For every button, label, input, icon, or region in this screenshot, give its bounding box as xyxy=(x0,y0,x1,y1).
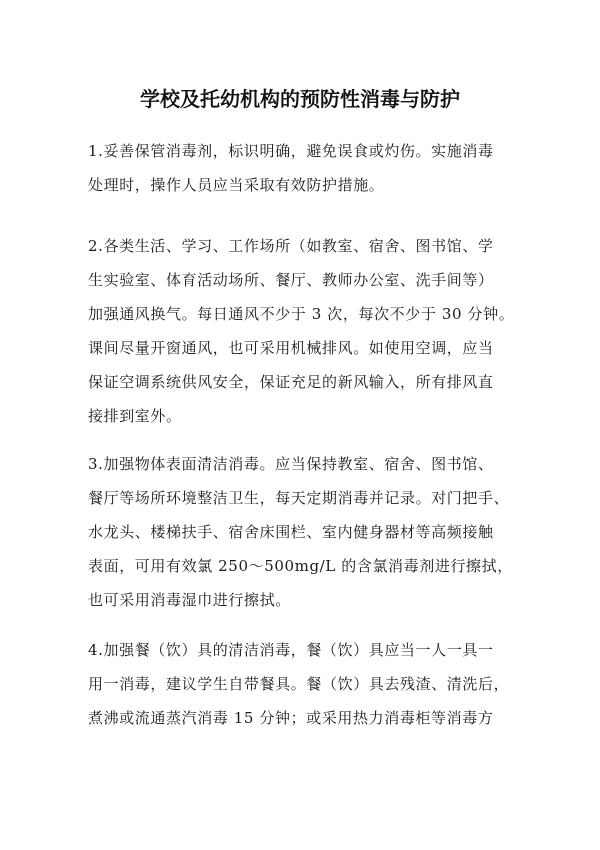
paragraph-2 xyxy=(88,229,514,433)
document-title: 学校及托幼机构的预防性消毒与防护 xyxy=(140,87,460,111)
paragraph-line: 保证空调系统供风安全，保证充足的新风输入，所有排风直 xyxy=(88,373,494,391)
paragraph-4 xyxy=(88,633,509,735)
paragraph-line: 接排到室外。 xyxy=(88,407,182,425)
paragraph-line: 1.妥善保管消毒剂，标识明确，避免误食或灼伤。实施消毒 xyxy=(88,142,494,160)
paragraph-line: 课间尽量开窗通风，也可采用机械排风。如使用空调，应当 xyxy=(88,339,494,357)
paragraph-line: 处理时，操作人员应当采取有效防护措施。 xyxy=(88,176,385,194)
paragraph-line: 加强通风换气。每日通风不少于 3 次，每次不少于 30 分钟。 xyxy=(88,305,515,323)
paragraph-1 xyxy=(88,134,494,202)
paragraph-line: 生实验室、体育活动场所、餐厅、教师办公室、洗手间等） xyxy=(88,271,494,289)
paragraph-line: 水龙头、楼梯扶手、宿舍床围栏、室内健身器材等高频接触 xyxy=(88,523,494,541)
paragraph-line: 4.加强餐（饮）具的清洁消毒，餐（饮）具应当一人一具一 xyxy=(88,641,494,659)
paragraph-line: 也可采用消毒湿巾进行擦拭。 xyxy=(88,591,291,609)
paragraph-line: 餐厅等场所环境整洁卫生，每天定期消毒并记录。对门把手、 xyxy=(88,489,510,507)
paragraph-line: 用一消毒，建议学生自带餐具。餐（饮）具去残渣、清洗后， xyxy=(88,675,510,693)
paragraph-line: 3.加强物体表面清洁消毒。应当保持教室、宿舍、图书馆、 xyxy=(88,455,494,473)
paragraph-line: 表面，可用有效氯 250～500mg/L 的含氯消毒剂进行擦拭， xyxy=(88,557,513,575)
paragraph-3 xyxy=(88,447,513,617)
paragraph-line: 2.各类生活、学习、工作场所（如教室、宿舍、图书馆、学 xyxy=(88,237,494,255)
paragraph-line: 煮沸或流通蒸汽消毒 15 分钟；或采用热力消毒柜等消毒方 xyxy=(88,709,494,727)
